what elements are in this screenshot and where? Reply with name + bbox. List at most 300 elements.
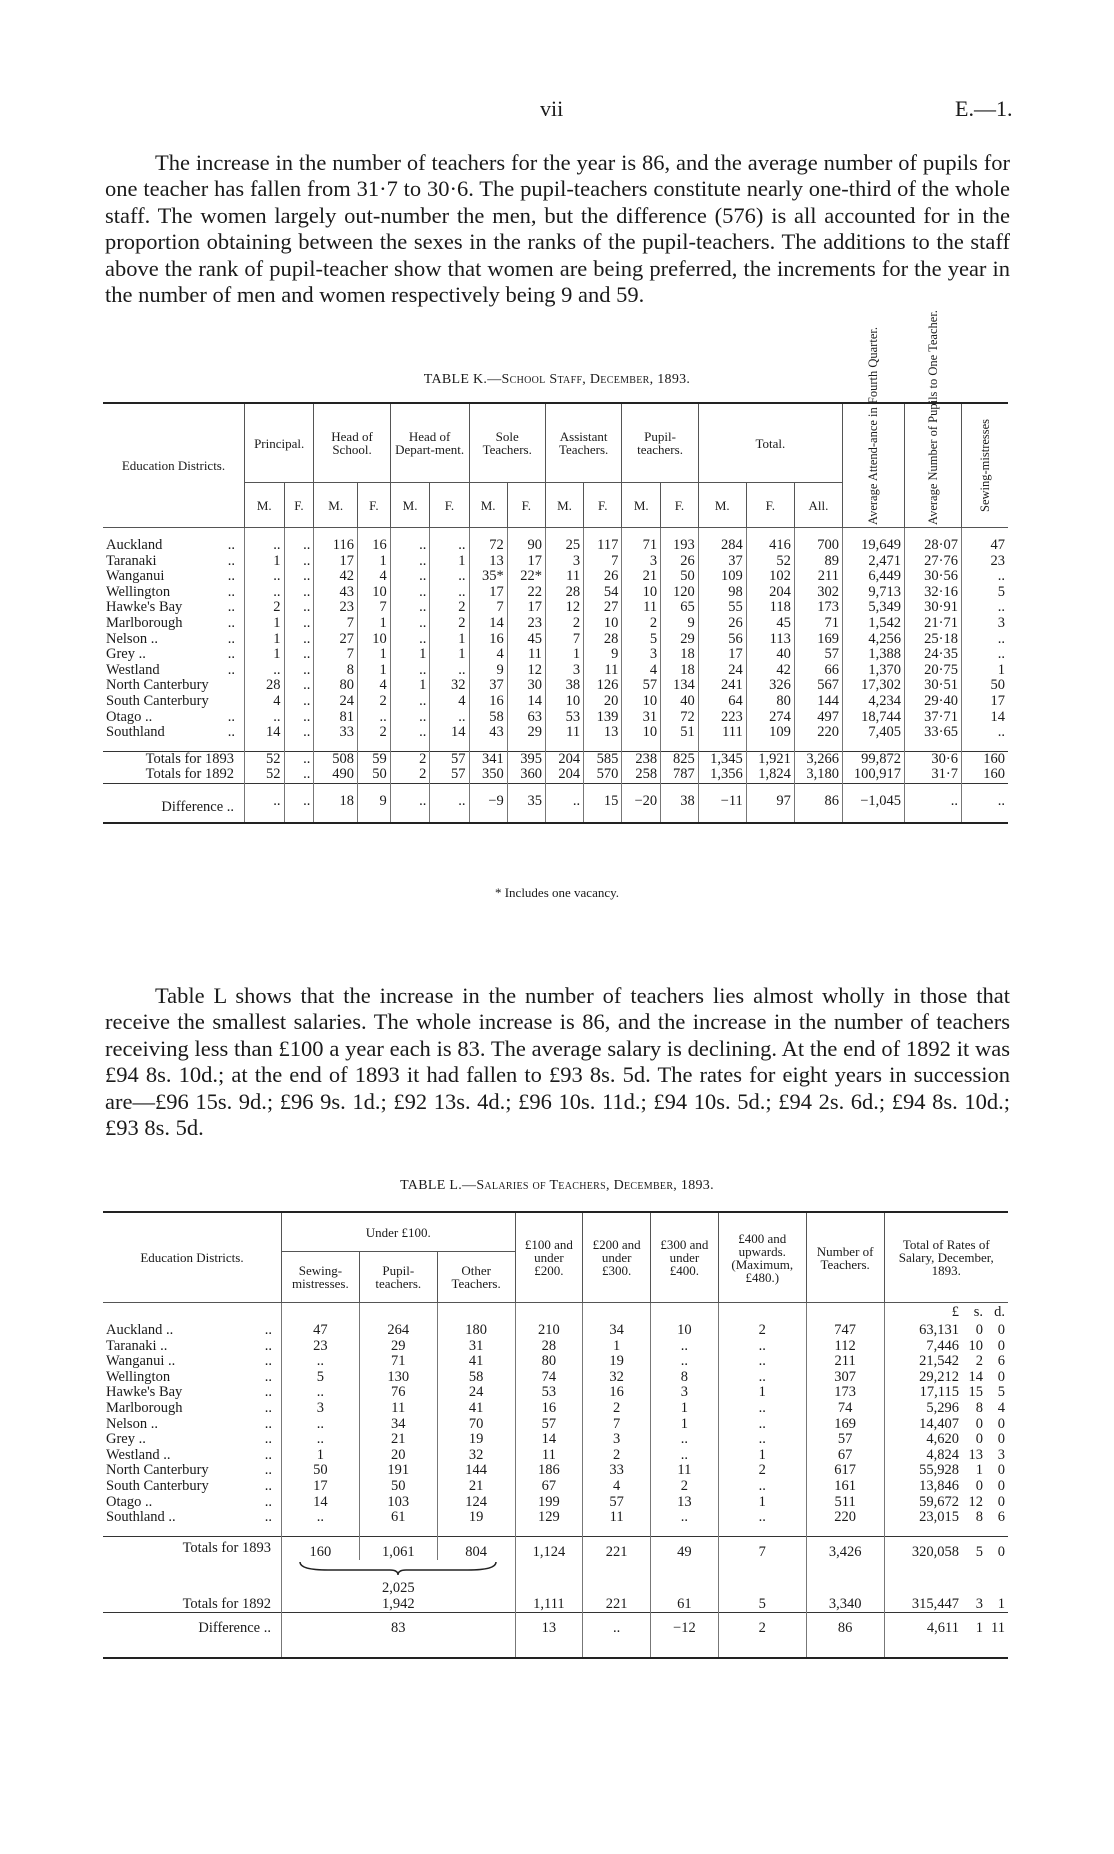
table-cell: 52: [245, 767, 285, 783]
table-cell: 204: [746, 585, 794, 601]
sub-m: M.: [314, 483, 358, 528]
table-cell: 10: [622, 585, 661, 601]
pence: 6: [997, 1509, 1005, 1526]
pence: 5: [997, 1384, 1005, 1401]
table-cell: 40: [746, 647, 794, 663]
table-cell: 14: [515, 1432, 583, 1448]
table-cell: 241: [698, 678, 746, 694]
table-cell: ..: [430, 663, 469, 679]
leader-dots: ..: [264, 1353, 272, 1370]
district-name: [103, 1401, 281, 1417]
table-cell: 130: [359, 1370, 437, 1386]
table-cell: ..: [390, 569, 430, 585]
table-cell: 17: [281, 1479, 359, 1495]
table-cell: 4: [245, 694, 285, 710]
sub-f: F.: [746, 483, 794, 528]
header-total-rates: Total of Rates of Salary, December, 1893.: [884, 1212, 1008, 1303]
table-cell: 28: [545, 585, 583, 601]
table-cell: 71: [794, 616, 842, 632]
table-cell: 307: [806, 1370, 884, 1386]
table-cell: 102: [746, 569, 794, 585]
table-cell: 28: [515, 1339, 583, 1355]
spacer-cell: [103, 1303, 281, 1324]
spacer-cell: [515, 1303, 583, 1324]
table-cell: 2: [651, 1479, 719, 1495]
header-sewing: [962, 403, 1009, 528]
spacer-cell: [806, 1526, 884, 1537]
table-cell: ..: [718, 1479, 806, 1495]
shillings: 12: [968, 1493, 983, 1510]
table-cell: 1: [718, 1385, 806, 1401]
table-cell: 74: [515, 1370, 583, 1386]
table-cell: 1: [245, 616, 285, 632]
spacer-cell: [245, 741, 285, 752]
table-cell: 4,234: [843, 694, 905, 710]
sub-f: F.: [358, 483, 391, 528]
table-cell: 10: [358, 632, 391, 648]
caption-prefix: TABLE L.—: [400, 1178, 477, 1193]
table-cell: 1,345: [698, 751, 746, 767]
table-cell: 49: [651, 1536, 719, 1560]
table-cell: 5: [718, 1597, 806, 1613]
table-cell: ..: [718, 1510, 806, 1526]
spacer-cell: [622, 741, 661, 752]
sub-f: F.: [584, 483, 622, 528]
table-row: [103, 1432, 1008, 1448]
table-cell: 21: [437, 1479, 515, 1495]
table-cell: ..: [245, 538, 285, 554]
table-cell: 2: [718, 1323, 806, 1339]
table-cell: 51: [661, 725, 699, 741]
spacer-cell: [515, 1526, 583, 1537]
table-cell: 7: [718, 1536, 806, 1560]
shillings: 8: [975, 1399, 983, 1416]
table-cell: 173: [806, 1385, 884, 1401]
table-cell: 350: [469, 767, 507, 783]
table-cell: 21: [359, 1432, 437, 1448]
table-cell: 274: [746, 710, 794, 726]
table-cell: 2: [390, 751, 430, 767]
table-cell: 19: [437, 1510, 515, 1526]
table-cell: 160: [962, 751, 1009, 767]
pounds: 5,296: [926, 1399, 959, 1416]
table-cell: 58: [469, 710, 507, 726]
table-cell: 27: [584, 600, 622, 616]
table-cell: ..: [284, 647, 314, 663]
table-cell: 22: [507, 585, 545, 601]
spacer-cell: [358, 741, 391, 752]
sub-f: F.: [507, 483, 545, 528]
table-cell: 9,713: [843, 585, 905, 601]
table-cell: 341: [469, 751, 507, 767]
table-cell: 7: [358, 600, 391, 616]
table-cell: 700: [794, 538, 842, 554]
table-cell: 1: [430, 632, 469, 648]
under-100-total: 1,942: [281, 1597, 515, 1613]
table-cell: 89: [794, 554, 842, 570]
shillings: 13: [968, 1446, 983, 1463]
totals-label: Totals for 1893: [103, 1536, 281, 1560]
header-other-teachers: Other Teachers.: [437, 1252, 515, 1303]
table-cell: 26: [661, 554, 699, 570]
under-100-difference: 83: [281, 1613, 515, 1659]
table-cell: 99,872: [843, 751, 905, 767]
table-cell: 284: [698, 538, 746, 554]
sub-m: M.: [469, 483, 507, 528]
table-row: [103, 725, 1008, 741]
district-label: Taranaki: [106, 552, 157, 569]
table-cell: 238: [622, 751, 661, 767]
table-cell: 32·16: [905, 585, 962, 601]
table-cell: ..: [245, 710, 285, 726]
table-cell: 258: [622, 767, 661, 783]
table-cell: 1: [583, 1339, 651, 1355]
table-cell: 1: [245, 647, 285, 663]
table-cell: 3: [545, 554, 583, 570]
district-name: [103, 1510, 281, 1526]
table-cell: ..: [962, 725, 1009, 741]
pounds: 59,672: [919, 1493, 959, 1510]
pounds: 14,407: [919, 1415, 959, 1432]
pounds: 320,058: [911, 1543, 959, 1560]
header-number-teachers: Number of Teachers.: [806, 1212, 884, 1303]
difference-row: [103, 1613, 1008, 1659]
table-cell: 1,356: [698, 767, 746, 783]
table-cell: ..: [245, 663, 285, 679]
sub-m: M.: [545, 483, 583, 528]
header-under-100: Under £100.: [281, 1212, 515, 1252]
pounds: 63,131: [919, 1322, 959, 1338]
table-cell: 30·51: [905, 678, 962, 694]
table-cell: 113: [746, 632, 794, 648]
table-cell: 33: [583, 1463, 651, 1479]
table-cell: 71: [359, 1354, 437, 1370]
table-cell: ..: [718, 1417, 806, 1433]
salary-cell: [884, 1417, 1008, 1433]
table-cell: 26: [698, 616, 746, 632]
salary-cell: [884, 1463, 1008, 1479]
leader-dots: ..: [264, 1509, 272, 1526]
table-cell: 139: [584, 710, 622, 726]
table-cell: 160: [962, 767, 1009, 783]
table-cell: 11: [359, 1401, 437, 1417]
table-row: [103, 1417, 1008, 1433]
leader-dots: ..: [227, 537, 235, 553]
table-cell: 21·71: [905, 616, 962, 632]
table-cell: 511: [806, 1495, 884, 1511]
header-principal: Principal.: [245, 403, 314, 483]
table-cell: 66: [794, 663, 842, 679]
spacer-cell: [884, 1560, 1008, 1596]
table-cell: 31: [437, 1339, 515, 1355]
table-cell: 53: [545, 710, 583, 726]
table-cell: 17: [962, 694, 1009, 710]
pounds: 21,542: [919, 1353, 959, 1370]
sub-f: F.: [661, 483, 699, 528]
table-cell: 19: [583, 1354, 651, 1370]
district-name: [103, 538, 245, 554]
table-cell: ..: [284, 751, 314, 767]
table-cell: 585: [584, 751, 622, 767]
table-cell: 3: [583, 1432, 651, 1448]
table-cell: 9: [358, 794, 391, 823]
header-districts: Education Districts.: [103, 1212, 281, 1303]
table-cell: 1: [718, 1495, 806, 1511]
table-cell: 7: [583, 1417, 651, 1433]
table-cell: 11: [622, 600, 661, 616]
table-cell: −12: [651, 1613, 719, 1659]
table-cell: 7: [314, 647, 358, 663]
table-cell: ..: [962, 569, 1009, 585]
table-cell: ..: [545, 794, 583, 823]
table-cell: 16: [515, 1401, 583, 1417]
table-cell: 2: [545, 616, 583, 632]
shillings: 3: [975, 1595, 983, 1612]
spacer-cell: [806, 1303, 884, 1324]
header-avg-pupils: [905, 309, 962, 528]
table-cell: 7: [545, 632, 583, 648]
shillings: 1: [975, 1462, 983, 1479]
table-cell: 29: [661, 632, 699, 648]
shillings: 0: [975, 1477, 983, 1494]
table-cell: 8: [651, 1370, 719, 1386]
salary-cell: [884, 1385, 1008, 1401]
table-row: [103, 1448, 1008, 1464]
district-name: [103, 1354, 281, 1370]
spacer-cell: [359, 1303, 437, 1324]
shillings: 0: [975, 1431, 983, 1448]
totals-label: Totals for 1893: [103, 751, 245, 767]
district-label: Southland: [106, 724, 165, 741]
salary-cell: [884, 1536, 1008, 1560]
table-cell: 395: [507, 751, 545, 767]
table-cell: 55: [698, 600, 746, 616]
leader-dots: ..: [227, 552, 235, 569]
pence: 0: [997, 1368, 1005, 1385]
spacer-cell: [746, 741, 794, 752]
table-cell: 43: [314, 585, 358, 601]
table-cell: 14: [430, 725, 469, 741]
table-cell: 35: [507, 794, 545, 823]
leader-dots: ..: [227, 614, 235, 631]
totals-row: [103, 751, 1008, 767]
table-cell: 27: [314, 632, 358, 648]
spacer-cell: [507, 741, 545, 752]
table-l-caption: [0, 1178, 1114, 1194]
table-cell: 41: [437, 1354, 515, 1370]
leader-dots: ..: [227, 646, 235, 663]
table-cell: 98: [698, 585, 746, 601]
district-name: [103, 710, 245, 726]
table-cell: 1,370: [843, 663, 905, 679]
table-cell: 204: [545, 751, 583, 767]
table-cell: 18: [661, 663, 699, 679]
table-cell: ..: [583, 1613, 651, 1659]
table-cell: 11: [584, 663, 622, 679]
pounds: 55,928: [919, 1462, 959, 1479]
paragraph-text: Table L shows that the increase in the number of teachers lies almost wholly in those that receive the smallest salaries. The whole increase is 86, and the increase in the number of teachers receiving less than £100 a year each is 83. The average salary is declining. At the end of 1892 it was £94 8s. 10d.; at the end of 1893 it had fallen to £93 8s. 5d. The rates for eight years in succession are—£96 15s. 9d.; £96 9s. 1d.; £92 13s. 4d.; £96 10s. 11d.; £94 10s. 5d.; £94 2s. 6d.; £94 8s. 10d.; £93 8s. 5d.: [105, 983, 1010, 1141]
table-cell: ..: [718, 1432, 806, 1448]
table-cell: 1: [358, 554, 391, 570]
table-cell: 9: [469, 663, 507, 679]
table-cell: 32: [437, 1448, 515, 1464]
table-cell: 360: [507, 767, 545, 783]
district-label: Southland ..: [106, 1509, 176, 1526]
table-cell: 3: [651, 1385, 719, 1401]
spacer-cell: [281, 1303, 359, 1324]
salary-cell: [884, 1354, 1008, 1370]
leader-dots: ..: [227, 724, 235, 741]
table-cell: 2: [358, 725, 391, 741]
table-cell: ..: [962, 647, 1009, 663]
table-cell: 24: [698, 663, 746, 679]
table-cell: −9: [469, 794, 507, 823]
table-cell: 4: [358, 569, 391, 585]
table-cell: 57: [430, 767, 469, 783]
table-cell: −20: [622, 794, 661, 823]
table-cell: 67: [806, 1448, 884, 1464]
table-cell: 129: [515, 1510, 583, 1526]
table-cell: 3,266: [794, 751, 842, 767]
table-cell: 109: [698, 569, 746, 585]
caption-title: Salaries of Teachers, December, 1893.: [476, 1178, 714, 1193]
table-cell: 4: [622, 663, 661, 679]
table-cell: 57: [794, 647, 842, 663]
table-cell: 50: [661, 569, 699, 585]
table-cell: ..: [718, 1354, 806, 1370]
table-cell: 5: [962, 585, 1009, 601]
table-cell: 16: [469, 632, 507, 648]
district-label: Nelson ..: [106, 630, 158, 647]
table-cell: 58: [437, 1370, 515, 1386]
district-name: [103, 694, 245, 710]
table-cell: ..: [281, 1417, 359, 1433]
table-cell: ..: [390, 710, 430, 726]
spacer-cell: [284, 741, 314, 752]
table-cell: ..: [284, 767, 314, 783]
leader-dots: ..: [264, 1322, 272, 1338]
paragraph-staff-increase: [105, 150, 1010, 308]
table-cell: 24: [314, 694, 358, 710]
district-label: Marlborough: [106, 1399, 183, 1416]
district-label: Hawke's Bay: [106, 599, 183, 616]
header-band-300-400: £300 and under £400.: [651, 1212, 719, 1303]
table-cell: 1: [358, 663, 391, 679]
table-cell: 28: [245, 678, 285, 694]
table-cell: ..: [284, 585, 314, 601]
pence: 11: [991, 1620, 1005, 1637]
table-cell: 24·35: [905, 647, 962, 663]
table-cell: ..: [284, 632, 314, 648]
table-cell: 223: [698, 710, 746, 726]
table-cell: 74: [806, 1401, 884, 1417]
table-cell: 30: [507, 678, 545, 694]
salary-cell: [884, 1510, 1008, 1526]
table-cell: 1,388: [843, 647, 905, 663]
spacer-cell: [390, 741, 430, 752]
table-cell: 5: [622, 632, 661, 648]
units-cell: [884, 1303, 1008, 1324]
table-cell: 72: [469, 538, 507, 554]
table-cell: ..: [651, 1339, 719, 1355]
spacer-cell: [718, 1560, 806, 1596]
table-cell: 2: [358, 694, 391, 710]
difference-row: [103, 794, 1008, 823]
table-cell: 747: [806, 1323, 884, 1339]
spacer-cell: [437, 1526, 515, 1537]
table-cell: 18: [314, 794, 358, 823]
spacer-cell: [651, 1560, 719, 1596]
header-avg-pupils-text: Average Number of Pupils to One Teacher.: [925, 309, 940, 525]
district-name: [103, 1448, 281, 1464]
spacer-cell: [698, 741, 746, 752]
pounds: 23,015: [919, 1509, 959, 1526]
table-row: [103, 1323, 1008, 1339]
table-cell: 70: [437, 1417, 515, 1433]
table-cell: −1,045: [843, 794, 905, 823]
table-cell: 19: [437, 1432, 515, 1448]
table-cell: 42: [314, 569, 358, 585]
table-cell: 23: [507, 616, 545, 632]
spacer-cell: [718, 1526, 806, 1537]
table-cell: 2: [430, 616, 469, 632]
table-cell: 13: [651, 1495, 719, 1511]
table-cell: 52: [245, 751, 285, 767]
table-cell: 17: [698, 647, 746, 663]
table-cell: ..: [284, 554, 314, 570]
district-label: Grey ..: [106, 646, 146, 663]
table-cell: 29·40: [905, 694, 962, 710]
table-cell: ..: [390, 616, 430, 632]
table-cell: ..: [962, 632, 1009, 648]
header-head-of-department: Head of Depart-ment.: [390, 403, 469, 483]
table-row: [103, 1354, 1008, 1370]
table-cell: 97: [746, 794, 794, 823]
table-cell: 28·07: [905, 538, 962, 554]
table-cell: 20: [359, 1448, 437, 1464]
table-cell: 221: [583, 1597, 651, 1613]
totals-row-1892: [103, 1597, 1008, 1613]
table-cell: 220: [806, 1510, 884, 1526]
table-cell: 109: [746, 725, 794, 741]
table-cell: 4: [430, 694, 469, 710]
sub-m: M.: [245, 483, 285, 528]
table-cell: 19,649: [843, 538, 905, 554]
spacer-cell: [843, 741, 905, 752]
leader-dots: ..: [264, 1415, 272, 1432]
table-cell: 3: [962, 616, 1009, 632]
table-cell: 5: [281, 1370, 359, 1386]
table-cell: 180: [437, 1323, 515, 1339]
table-row: [103, 1479, 1008, 1495]
district-name: [103, 1417, 281, 1433]
table-cell: 23: [281, 1339, 359, 1355]
table-cell: 3: [622, 554, 661, 570]
table-cell: 12: [545, 600, 583, 616]
table-cell: 72: [661, 710, 699, 726]
table-cell: 47: [281, 1323, 359, 1339]
spacer-cell: [583, 1526, 651, 1537]
table-cell: 31: [622, 710, 661, 726]
table-cell: 25·18: [905, 632, 962, 648]
table-cell: 2: [430, 600, 469, 616]
table-cell: 2: [622, 616, 661, 632]
pence: 0: [997, 1462, 1005, 1479]
table-cell: 6,449: [843, 569, 905, 585]
sub-m: M.: [622, 483, 661, 528]
district-name: [103, 1495, 281, 1511]
salary-cell: [884, 1613, 1008, 1659]
